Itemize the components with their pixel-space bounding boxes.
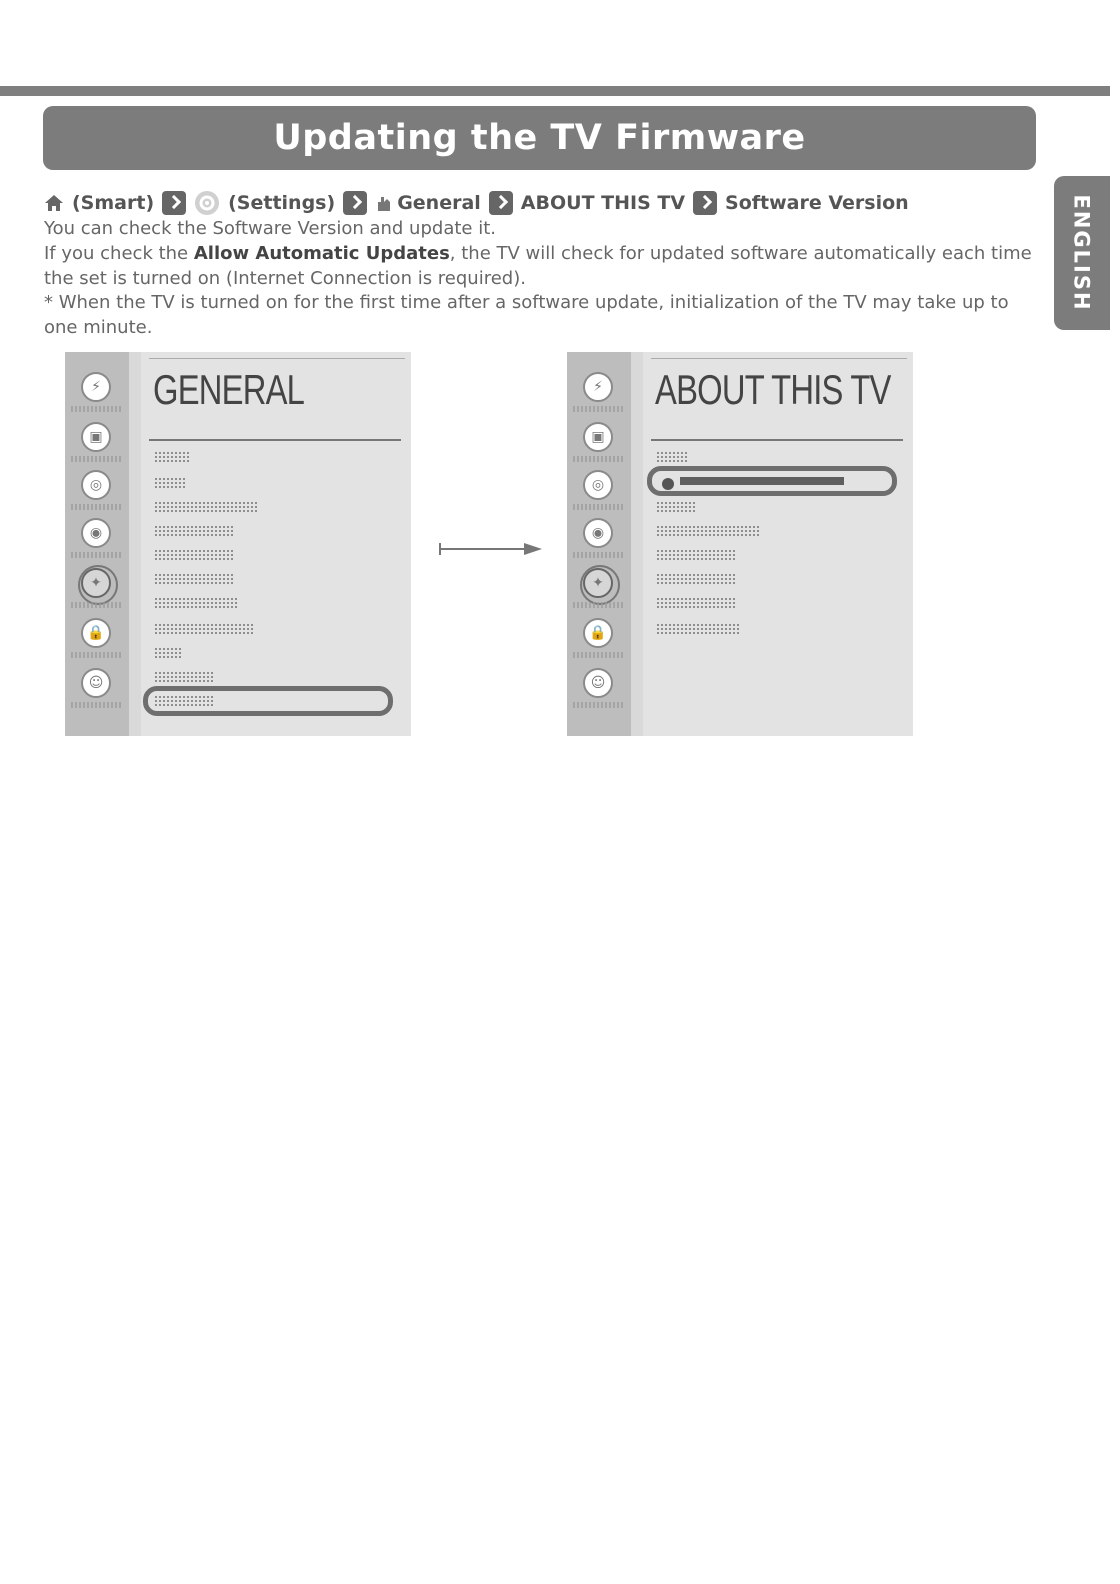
about-this-tv-highlight bbox=[143, 686, 393, 716]
breadcrumb-settings: (Settings) bbox=[228, 192, 336, 214]
picture-icon: ▣ bbox=[81, 422, 111, 452]
intro-text: You can check the Software Version and update it. bbox=[44, 218, 496, 239]
gear-icon bbox=[194, 190, 220, 216]
divider bbox=[651, 358, 907, 359]
right-arrow-icon bbox=[438, 541, 544, 557]
software-version-highlight bbox=[647, 466, 897, 496]
list-item bbox=[657, 624, 741, 634]
page-title: Updating the TV Firmware bbox=[273, 118, 806, 158]
divider bbox=[149, 439, 401, 441]
divider bbox=[651, 439, 903, 441]
general-panel bbox=[141, 352, 411, 736]
about-tv-screenshot bbox=[567, 352, 913, 736]
settings-rail bbox=[567, 352, 631, 736]
rail-label bbox=[573, 652, 625, 658]
list-item bbox=[657, 526, 761, 536]
about-title: ABOUT THIS TV bbox=[655, 366, 891, 413]
settings-rail bbox=[65, 352, 129, 736]
accessibility-icon: ☺ bbox=[81, 668, 111, 698]
divider bbox=[149, 358, 405, 359]
rail-label bbox=[573, 602, 625, 608]
title-banner bbox=[43, 106, 1036, 170]
breadcrumb-general: General bbox=[397, 192, 481, 214]
picture-icon: ▣ bbox=[583, 422, 613, 452]
lock-icon: 🔒 bbox=[81, 618, 111, 648]
selection-dot bbox=[662, 478, 674, 490]
auto-update-text-pre: If you check the bbox=[44, 243, 194, 264]
chevron-right-icon bbox=[162, 191, 186, 215]
accessibility-icon: ☺ bbox=[583, 668, 613, 698]
list-item bbox=[155, 502, 259, 512]
home-icon bbox=[44, 194, 64, 212]
allow-automatic-updates-label: Allow Automatic Updates bbox=[193, 243, 450, 264]
general-icon bbox=[375, 193, 393, 213]
chevron-right-icon bbox=[489, 191, 513, 215]
list-item bbox=[657, 598, 737, 608]
rail-label bbox=[71, 602, 123, 608]
list-item bbox=[155, 550, 235, 560]
list-item bbox=[155, 648, 181, 658]
breadcrumb-smart: (Smart) bbox=[72, 192, 155, 214]
general-icon: ✦ bbox=[81, 568, 111, 598]
breadcrumb-software-version: Software Version bbox=[725, 192, 909, 214]
list-item bbox=[657, 574, 737, 584]
general-icon: ✦ bbox=[583, 568, 613, 598]
rail-label bbox=[573, 702, 625, 708]
quick-settings-icon: ⚡ bbox=[81, 372, 111, 402]
rail-label bbox=[71, 652, 123, 658]
auto-update-text-post: , the TV will check for updated software automatically each time the set is turned on (Internet Connection is required). bbox=[44, 243, 1032, 289]
list-item bbox=[657, 502, 697, 512]
list-item bbox=[657, 550, 737, 560]
rail-label bbox=[573, 504, 625, 510]
rail-label bbox=[71, 702, 123, 708]
breadcrumb-about: ABOUT THIS TV bbox=[520, 192, 686, 214]
rail-label bbox=[573, 552, 625, 558]
list-item bbox=[155, 598, 239, 608]
chevron-right-icon bbox=[693, 191, 717, 215]
rail-label bbox=[71, 504, 123, 510]
top-divider bbox=[0, 86, 1110, 96]
sound-icon: ◎ bbox=[81, 470, 111, 500]
network-icon: ◉ bbox=[583, 518, 613, 548]
rail-label bbox=[573, 456, 625, 462]
list-item bbox=[155, 452, 189, 462]
breadcrumb bbox=[44, 189, 909, 217]
list-item bbox=[155, 478, 185, 488]
network-icon: ◉ bbox=[81, 518, 111, 548]
rail-label bbox=[71, 406, 123, 412]
auto-update-text bbox=[44, 242, 1044, 291]
list-item bbox=[155, 624, 255, 634]
about-panel bbox=[643, 352, 913, 736]
lock-icon: 🔒 bbox=[583, 618, 613, 648]
rail-label bbox=[71, 456, 123, 462]
rail-label bbox=[573, 406, 625, 412]
general-menu-screenshot bbox=[65, 352, 411, 736]
chevron-right-icon bbox=[343, 191, 367, 215]
rail-label bbox=[71, 552, 123, 558]
list-item bbox=[155, 574, 235, 584]
list-item bbox=[657, 452, 687, 462]
language-tab-label: ENGLISH bbox=[1070, 194, 1094, 312]
general-title: GENERAL bbox=[153, 366, 305, 413]
list-item bbox=[155, 526, 235, 536]
quick-settings-icon: ⚡ bbox=[583, 372, 613, 402]
note-text: * When the TV is turned on for the first time after a software update, initialization of the TV may take up to one minute. bbox=[44, 292, 1009, 338]
language-tab bbox=[1054, 176, 1110, 330]
sound-icon: ◎ bbox=[583, 470, 613, 500]
list-item bbox=[155, 672, 215, 682]
software-version-item bbox=[680, 477, 844, 485]
